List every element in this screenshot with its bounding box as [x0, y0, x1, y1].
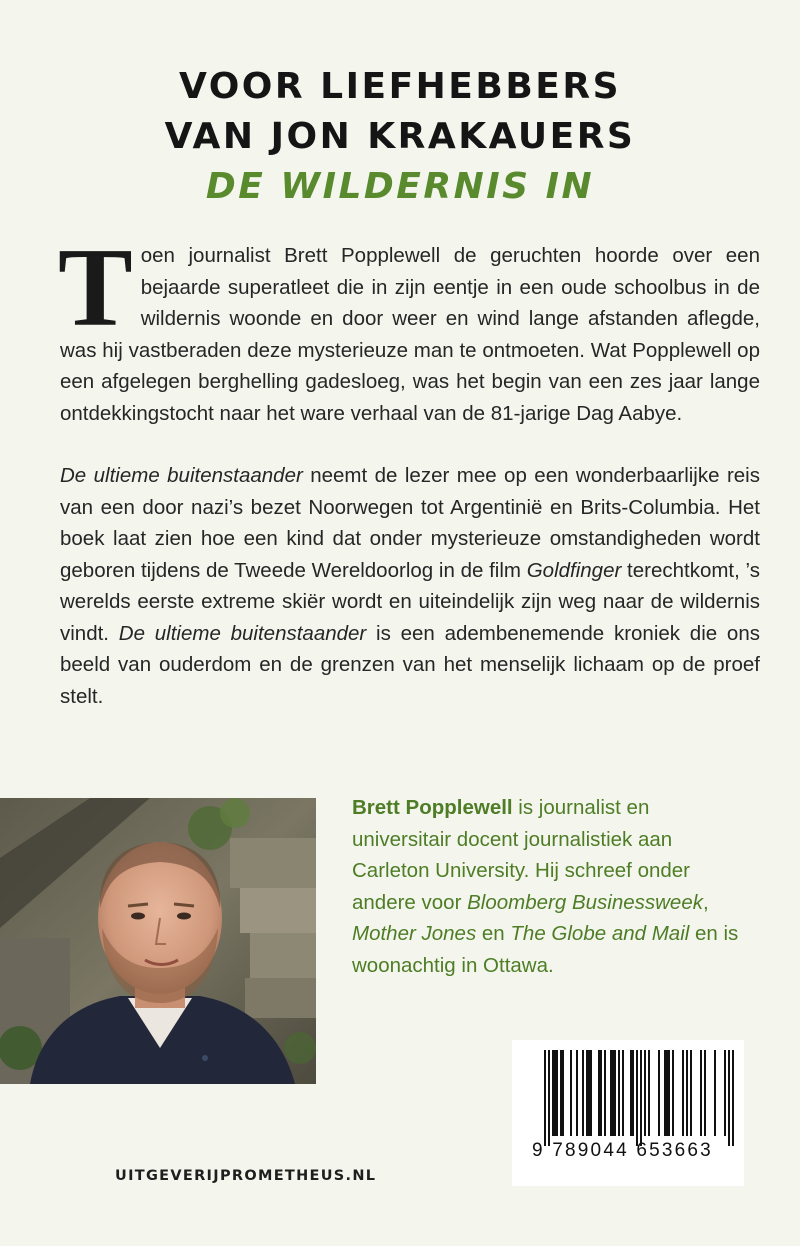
- drop-cap: T: [58, 226, 133, 350]
- publication-name: The Globe and Mail: [510, 922, 690, 945]
- barcode-bar: [714, 1050, 716, 1136]
- barcode-bar: [576, 1050, 578, 1136]
- blurb: [58, 226, 760, 712]
- barcode-bar: [588, 1050, 590, 1136]
- blurb-paragraph-1: [58, 226, 760, 429]
- bio-text: en: [476, 922, 511, 945]
- barcode-bar: [560, 1050, 562, 1136]
- author-photo: [0, 798, 316, 1084]
- barcode-bar: [612, 1050, 614, 1136]
- headline-line-2: VAN JON KRAKAUERS: [164, 116, 636, 157]
- barcode-bar: [618, 1050, 620, 1136]
- barcode-bar: [682, 1050, 684, 1136]
- isbn-barcode: [512, 1040, 744, 1186]
- barcode-bar: [668, 1050, 670, 1136]
- bio-text: is journalist en universitair docent journalistiek aan Carleton University. Hij schreef onder andere voor: [352, 796, 690, 914]
- barcode-bar: [604, 1050, 606, 1136]
- barcode-bar: [614, 1050, 616, 1136]
- barcode-bar: [552, 1050, 554, 1136]
- barcode-bar: [590, 1050, 592, 1136]
- barcode-bar: [636, 1050, 638, 1146]
- barcode-bar: [672, 1050, 674, 1136]
- blurb-paragraph-2: [60, 460, 760, 712]
- barcode-bar: [600, 1050, 602, 1136]
- bio-text: en is woonachtig in Ottawa.: [352, 922, 739, 977]
- blurb-text: terechtkomt, ’s werelds eerste extreme skiër wordt en uiteindelijk zijn weg naar de wildernis vindt.: [60, 558, 760, 645]
- barcode-bar: [644, 1050, 646, 1136]
- barcode-bar: [630, 1050, 632, 1136]
- headline-book-title: DE WILDERNIS IN: [205, 166, 595, 207]
- barcode-bars: [512, 1040, 744, 1186]
- barcode-bar: [686, 1050, 688, 1136]
- blurb-text: neemt de lezer mee op een wonderbaarlijke reis van een door nazi’s bezet Noorwegen tot Argentinië en Brits-Columbia. Het boek laat zien hoe een kind dat onder mysterieuze omstandigheden wordt geboren tijdens de Tweede Wereldoorlog in de film: [60, 464, 760, 582]
- barcode-bar: [724, 1050, 726, 1136]
- film-title-italic: Goldfinger: [526, 558, 622, 582]
- barcode-bar: [648, 1050, 650, 1136]
- blurb-text: is een adembenemende kroniek die ons beeld van ouderdom en de grenzen van het menselijk lichaam op de proef stelt.: [60, 621, 760, 708]
- barcode-bar: [658, 1050, 660, 1136]
- barcode-bar: [582, 1050, 584, 1136]
- author-name: Brett Popplewell: [352, 796, 513, 819]
- barcode-bar: [598, 1050, 600, 1136]
- barcode-bar: [632, 1050, 634, 1136]
- headline: [0, 62, 800, 212]
- barcode-bar: [556, 1050, 558, 1136]
- isbn-number: 9 789044 653663: [532, 1140, 713, 1161]
- book-title-italic: De ultieme buitenstaander: [118, 621, 367, 645]
- headline-line-1: VOOR LIEFHEBBERS: [178, 66, 622, 107]
- barcode-bar: [544, 1050, 546, 1146]
- publication-name: Bloomberg Businessweek: [467, 890, 703, 914]
- publisher-url: UITGEVERIJPROMETHEUS.NL: [115, 1168, 377, 1184]
- barcode-bar: [570, 1050, 572, 1136]
- barcode-bar: [728, 1050, 730, 1146]
- publication-name: Mother Jones: [352, 922, 477, 945]
- author-bio: [352, 792, 752, 981]
- barcode-bar: [666, 1050, 668, 1136]
- barcode-bar: [548, 1050, 550, 1146]
- barcode-bar: [610, 1050, 612, 1136]
- bio-text: ,: [702, 890, 709, 914]
- barcode-bar: [700, 1050, 702, 1136]
- barcode-bar: [554, 1050, 556, 1136]
- barcode-bar: [690, 1050, 692, 1136]
- barcode-bar: [732, 1050, 734, 1146]
- book-title-italic: De ultieme buitenstaander: [60, 464, 303, 487]
- barcode-bar: [704, 1050, 706, 1136]
- barcode-bar: [586, 1050, 588, 1136]
- barcode-bar: [622, 1050, 624, 1136]
- blurb-paragraph-1-text: oen journalist Brett Popplewell de geruchten hoorde over een bejaarde superatleet die in zijn eentje in een oude schoolbus in de wildernis woonde en door weer en wind lange afstanden aflegde, was hij vastberaden deze mysterieuze man te ontmoeten. Wat Popplewell op een afgelegen berghelling gadesloeg, was het begin van een zes jaar lange ontdekkingstocht naar het ware verhaal van de 81-jarige Dag Aabye.: [60, 244, 760, 425]
- barcode-bar: [562, 1050, 564, 1136]
- barcode-bar: [640, 1050, 642, 1146]
- barcode-bar: [664, 1050, 666, 1136]
